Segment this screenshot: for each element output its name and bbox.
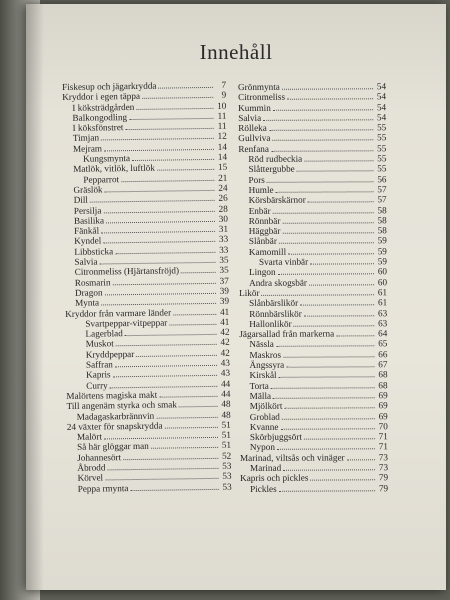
- toc-leader-dots: [304, 153, 373, 161]
- toc-entry-label: Slånbärslikör: [249, 297, 299, 309]
- toc-entry-page: 11: [217, 120, 227, 132]
- toc-entry-label: Torta: [249, 380, 269, 391]
- toc-entry: [239, 256, 387, 267]
- toc-entry-page: 21: [218, 172, 228, 183]
- toc-leader-dots: [282, 215, 373, 223]
- toc-entry-label: Fänkål: [74, 225, 100, 237]
- toc-entry-label: Gräslök: [73, 184, 103, 195]
- toc-entry-page: 61: [377, 297, 388, 308]
- toc-leader-dots: [169, 317, 216, 326]
- toc-leader-dots: [304, 308, 374, 316]
- toc-leader-dots: [286, 359, 374, 367]
- toc-entry-label: Rölleka: [238, 123, 267, 134]
- toc-entry-label: Skörbjuggsört: [249, 431, 302, 443]
- toc-entry-page: 26: [218, 192, 228, 204]
- toc-entry: [240, 452, 388, 463]
- toc-entry-label: I köksträdgården: [72, 101, 135, 113]
- toc-entry-page: 55: [377, 143, 387, 154]
- toc-entry-label: Fiskesup och jägarkrydda: [62, 80, 157, 92]
- toc-leader-dots: [283, 349, 374, 357]
- toc-leader-dots: [287, 92, 373, 100]
- toc-leader-dots: [106, 214, 215, 224]
- toc-entry-page: 54: [376, 112, 387, 123]
- toc-entry-label: Johannesört: [77, 451, 122, 463]
- toc-entry-label: Dragon: [74, 287, 103, 298]
- toc-leader-dots: [173, 306, 216, 315]
- toc-entry-label: Åbrodd: [77, 462, 106, 473]
- toc-entry: [240, 400, 388, 411]
- toc-entry-page: 43: [220, 357, 231, 368]
- toc-entry-label: Groblad: [249, 411, 280, 422]
- toc-entry-label: Marinad: [249, 462, 282, 473]
- toc-entry: [239, 349, 387, 360]
- toc-entry-page: 51: [221, 419, 231, 430]
- toc-entry-label: Slånbär: [248, 236, 277, 247]
- toc-entry-label: Svarta vinbär: [258, 256, 309, 267]
- toc-entry: [239, 267, 387, 278]
- toc-entry-label: Rönnbär: [248, 215, 281, 226]
- toc-entry-page: 68: [378, 379, 388, 390]
- toc-entry-page: 39: [219, 295, 230, 307]
- toc-entry: [240, 462, 388, 473]
- toc-entry-label: Peppa rmynta: [77, 482, 129, 494]
- toc-entry-page: 63: [378, 318, 388, 329]
- toc-entry-label: Kirskål: [249, 370, 277, 381]
- toc-entry-label: Kryddor från varmare länder: [65, 307, 172, 319]
- toc-entry-page: 70: [378, 421, 388, 432]
- toc-leader-dots: [136, 348, 217, 357]
- toc-entry-page: 31: [218, 223, 229, 234]
- toc-leader-dots: [107, 461, 218, 471]
- toc-entry-label: Basilika: [73, 215, 105, 226]
- toc-leader-dots: [310, 473, 375, 481]
- toc-entry-page: 71: [378, 441, 388, 452]
- toc-leader-dots: [136, 100, 213, 109]
- toc-entry-label: Mejram: [72, 143, 103, 154]
- toc-entry: [239, 184, 387, 195]
- toc-leader-dots: [267, 174, 374, 183]
- page-title: Innehåll: [199, 40, 273, 64]
- toc-leader-dots: [116, 337, 217, 346]
- toc-entry-label: Kryddpeppar: [85, 348, 135, 360]
- toc-leader-dots: [129, 111, 213, 120]
- toc-leader-dots: [308, 195, 374, 203]
- toc-leader-dots: [156, 409, 218, 418]
- toc-leader-dots: [279, 236, 374, 244]
- toc-entry-label: Pickles: [250, 483, 277, 494]
- toc-entry-page: 10: [217, 100, 227, 111]
- toc-entry-page: 54: [376, 81, 387, 92]
- toc-entry-page: 33: [218, 234, 229, 245]
- toc-leader-dots: [181, 265, 216, 273]
- toc-entry-page: 57: [377, 194, 387, 205]
- toc-leader-dots: [261, 287, 374, 296]
- toc-entry-page: 57: [377, 184, 387, 195]
- toc-leader-dots: [272, 133, 373, 142]
- toc-entry: [239, 225, 387, 236]
- toc-entry: [239, 359, 387, 370]
- toc-entry: [240, 390, 388, 401]
- toc-entry-page: 54: [376, 91, 387, 102]
- toc-leader-dots: [99, 255, 215, 265]
- toc-leader-dots: [123, 451, 218, 460]
- toc-entry: [239, 236, 387, 247]
- toc-entry-page: 79: [378, 482, 389, 493]
- toc-leader-dots: [164, 420, 217, 429]
- toc-entry-page: 48: [221, 409, 231, 420]
- toc-leader-dots: [271, 143, 373, 152]
- toc-leader-dots: [110, 378, 218, 388]
- toc-entry-label: Salvia: [74, 256, 98, 267]
- toc-left-column: [62, 80, 232, 494]
- toc-entry: [239, 339, 387, 350]
- toc-entry-page: 55: [377, 163, 387, 174]
- toc-entry-label: Persilja: [73, 205, 102, 216]
- toc-entry-label: Hallonlikör: [249, 318, 292, 329]
- toc-entry: [238, 81, 386, 92]
- toc-entry: [239, 246, 387, 257]
- toc-entry-label: Enbär: [248, 205, 271, 216]
- toc-entry-page: 69: [378, 400, 388, 411]
- toc-entry-label: Kvanne: [249, 421, 279, 432]
- toc-entry-page: 42: [220, 347, 230, 358]
- toc-entry: [239, 287, 387, 298]
- toc-entry-page: 58: [377, 204, 387, 215]
- toc-leader-dots: [115, 245, 215, 254]
- toc-entry-page: 30: [218, 213, 228, 224]
- toc-entry-page: 14: [217, 141, 227, 152]
- toc-entry-label: Marinad, viltsås och vinäger: [239, 452, 345, 463]
- toc-entry: [238, 92, 386, 103]
- toc-entry-label: Andra skogsbär: [249, 277, 307, 288]
- toc-leader-dots: [294, 318, 375, 326]
- toc-leader-dots: [115, 358, 217, 367]
- toc-entry-label: Så här glöggar man: [77, 441, 149, 453]
- toc-entry-page: 56: [377, 173, 387, 184]
- toc-entry-label: 24 växter för snapskrydda: [66, 420, 163, 432]
- toc-entry-label: Mjölkört: [249, 400, 283, 412]
- toc-entry: [239, 205, 387, 216]
- toc-entry: [238, 122, 386, 133]
- toc-entry: [68, 481, 232, 494]
- toc-entry-page: 44: [221, 388, 231, 399]
- toc-entry-label: Svartpeppar-vitpeppar: [85, 317, 168, 329]
- toc-entry-page: 35: [219, 265, 229, 276]
- toc-entry-label: Renfana: [238, 143, 269, 154]
- toc-entry-label: Körsbärskärnor: [248, 194, 306, 206]
- toc-entry-page: 69: [378, 410, 388, 421]
- toc-entry-page: 28: [218, 203, 228, 214]
- toc-leader-dots: [132, 152, 214, 161]
- toc-leader-dots: [142, 90, 213, 99]
- toc-entry-page: 39: [219, 285, 229, 296]
- toc-entry-label: Muskot: [85, 338, 114, 350]
- toc-entry-label: Citronmeliss (Hjärtansfröjd): [74, 265, 180, 278]
- toc-leader-dots: [112, 276, 215, 285]
- toc-leader-dots: [104, 142, 214, 152]
- toc-leader-dots: [347, 452, 375, 460]
- toc-entry: [240, 473, 388, 484]
- book-page: [26, 4, 446, 590]
- toc-entry-label: Saffran: [85, 359, 113, 370]
- toc-leader-dots: [273, 102, 373, 111]
- toc-entry-page: 14: [217, 151, 228, 162]
- toc-entry-page: 37: [219, 275, 229, 286]
- toc-entry-page: 79: [378, 472, 389, 483]
- toc-entry-page: 63: [377, 307, 388, 318]
- toc-entry-page: 73: [378, 462, 389, 473]
- toc-entry-page: 55: [377, 122, 387, 133]
- toc-entry-label: Maskros: [249, 349, 282, 360]
- toc-leader-dots: [101, 296, 216, 306]
- toc-entry: [240, 421, 388, 432]
- toc-entry: [238, 143, 386, 154]
- toc-entry-page: 71: [378, 431, 388, 442]
- toc-entry-page: 24: [218, 182, 228, 193]
- toc-leader-dots: [104, 286, 216, 296]
- toc-entry-label: Kummin: [238, 102, 271, 113]
- toc-leader-dots: [279, 370, 375, 379]
- toc-entry: [238, 133, 386, 144]
- toc-entry-label: Malörtens magiska makt: [66, 389, 158, 401]
- toc-entry-label: Salvia: [238, 112, 262, 123]
- toc-entry-page: 7: [221, 79, 227, 90]
- toc-entry-label: Kryddor i egen täppa: [62, 91, 141, 103]
- toc-entry-label: Matlök, vitlök, luftlök: [73, 163, 155, 175]
- toc-entry-label: Lingon: [248, 267, 276, 278]
- toc-leader-dots: [276, 339, 375, 348]
- toc-leader-dots: [277, 442, 375, 451]
- toc-leader-dots: [159, 389, 217, 398]
- toc-entry: [238, 112, 386, 123]
- toc-entry-page: 54: [376, 101, 387, 112]
- toc-leader-dots: [282, 225, 373, 233]
- toc-leader-dots: [300, 298, 374, 306]
- toc-leader-dots: [278, 267, 374, 276]
- toc-leader-dots: [280, 421, 374, 429]
- toc-entry-page: 48: [221, 398, 231, 410]
- toc-entry-label: Gullviva: [238, 133, 271, 144]
- toc-entry-page: 55: [377, 153, 387, 164]
- toc-entry-label: Humle: [248, 184, 274, 195]
- toc-entry-page: 55: [377, 132, 387, 143]
- toc-entry-label: Balkongodling: [72, 111, 128, 123]
- toc-entry-page: 12: [217, 131, 227, 142]
- toc-entry-page: 35: [219, 254, 229, 265]
- toc-leader-dots: [282, 81, 373, 89]
- toc-entry: [238, 164, 386, 175]
- toc-leader-dots: [271, 380, 375, 389]
- toc-leader-dots: [297, 164, 374, 172]
- toc-entry: [240, 483, 388, 494]
- toc-entry: [239, 318, 387, 329]
- toc-leader-dots: [104, 430, 218, 440]
- toc-leader-dots: [157, 162, 214, 171]
- toc-leader-dots: [282, 411, 375, 419]
- toc-leader-dots: [158, 80, 213, 89]
- toc-entry: [240, 411, 388, 422]
- toc-leader-dots: [101, 131, 214, 141]
- toc-entry-page: 59: [377, 235, 387, 246]
- toc-entry: [239, 297, 387, 308]
- toc-entry-label: Kapris: [86, 369, 111, 381]
- toc-entry-label: Jägarsallad från markerna: [239, 328, 335, 340]
- toc-entry-label: Malört: [76, 431, 103, 442]
- toc-entry-label: Röd rudbeckia: [248, 153, 303, 165]
- toc-entry-page: 58: [377, 215, 387, 226]
- toc-leader-dots: [103, 203, 215, 213]
- toc-entry-page: 9: [221, 90, 227, 101]
- toc-entry-page: 41: [219, 306, 230, 317]
- toc-entry-page: 53: [222, 470, 232, 482]
- toc-leader-dots: [304, 431, 375, 439]
- toc-entry-page: 43: [220, 367, 231, 379]
- toc-entry-page: 44: [220, 378, 231, 389]
- toc-entry-page: 42: [220, 326, 230, 337]
- toc-entry: [240, 370, 388, 381]
- toc-leader-dots: [179, 399, 218, 408]
- toc-leader-dots: [336, 328, 374, 336]
- toc-leader-dots: [151, 440, 218, 449]
- toc-entry-label: Nässla: [249, 339, 274, 350]
- toc-leader-dots: [276, 184, 374, 193]
- toc-entry: [240, 380, 388, 391]
- toc-entry-label: Curry: [86, 380, 108, 391]
- toc-leader-dots: [90, 193, 215, 203]
- toc-leader-dots: [125, 327, 217, 336]
- toc-entry-page: 65: [378, 338, 388, 349]
- toc-entry: [238, 102, 386, 113]
- toc-entry-page: 68: [378, 369, 388, 380]
- toc-entry: [239, 277, 387, 288]
- toc-entry: [238, 153, 386, 164]
- toc-right-column: [238, 81, 388, 494]
- toc-entry-label: Mälla: [249, 390, 272, 401]
- toc-entry-page: 73: [378, 451, 388, 462]
- toc-entry-label: Nypon: [249, 442, 275, 453]
- toc-entry-label: Pepparrot: [83, 173, 120, 185]
- toc-entry: [239, 328, 387, 339]
- toc-entry-page: 15: [217, 162, 228, 173]
- toc-entry-label: Kungsmynta: [83, 153, 131, 164]
- toc-entry-label: Slåttergubbe: [248, 164, 295, 175]
- toc-leader-dots: [288, 246, 374, 254]
- toc-entry-label: Kapris och pickles: [240, 472, 309, 484]
- toc-entry-page: 53: [222, 460, 232, 471]
- toc-leader-dots: [103, 234, 215, 244]
- toc-entry-label: Pors: [248, 174, 265, 185]
- toc-entry: [240, 431, 388, 442]
- toc-leader-dots: [269, 122, 373, 131]
- toc-entry: [239, 194, 387, 205]
- toc-leader-dots: [263, 112, 373, 121]
- toc-entry-page: 41: [220, 316, 230, 327]
- toc-leader-dots: [121, 173, 214, 182]
- toc-entry-label: Grönmynta: [238, 81, 280, 92]
- toc-entry-page: 51: [221, 429, 232, 440]
- toc-entry-label: Kyndel: [74, 235, 102, 247]
- toc-entry-page: 51: [221, 440, 232, 451]
- toc-entry-label: Mynta: [75, 297, 100, 309]
- toc-leader-dots: [283, 462, 375, 470]
- toc-leader-dots: [113, 368, 218, 377]
- toc-entry-page: 60: [377, 266, 388, 277]
- toc-entry-page: 42: [220, 337, 230, 348]
- toc-entry: [240, 442, 388, 453]
- toc-entry-label: Dill: [73, 194, 89, 206]
- toc-entry-label: Kamomill: [248, 246, 287, 257]
- toc-entry: [239, 308, 387, 319]
- toc-leader-dots: [105, 183, 215, 193]
- toc-entry-label: Häggbär: [248, 225, 281, 237]
- toc-entry-page: 60: [377, 276, 388, 287]
- toc-entry-label: Likör: [239, 287, 260, 298]
- toc-entry-label: Timjan: [72, 132, 100, 144]
- toc-entry: [238, 174, 386, 185]
- toc-leader-dots: [273, 390, 375, 399]
- toc-leader-dots: [125, 121, 213, 130]
- toc-entry-label: Körvel: [77, 472, 104, 484]
- toc-entry-page: 66: [378, 348, 388, 359]
- toc-entry-page: 11: [217, 110, 227, 121]
- toc-entry-label: Lagerblad: [85, 328, 123, 339]
- toc-entry-page: 33: [219, 244, 229, 255]
- toc-entry-page: 52: [221, 450, 232, 461]
- toc-leader-dots: [130, 481, 218, 490]
- toc-leader-dots: [105, 471, 219, 481]
- toc-entry-page: 61: [377, 287, 388, 298]
- toc-leader-dots: [284, 400, 374, 408]
- toc-entry-page: 69: [378, 390, 388, 401]
- toc-entry-label: Rönnbärslikör: [249, 308, 302, 319]
- toc-leader-dots: [273, 205, 374, 214]
- toc-entry-page: 64: [378, 328, 388, 339]
- toc-leader-dots: [310, 256, 374, 264]
- toc-entry-page: 53: [222, 481, 232, 492]
- toc-entry: [239, 215, 387, 226]
- toc-entry-page: 58: [377, 225, 387, 236]
- toc-leader-dots: [101, 224, 215, 234]
- toc-entry-page: 59: [377, 256, 387, 267]
- toc-entry-label: Madagaskarbrännvin: [76, 410, 155, 422]
- toc-entry-page: 59: [377, 245, 387, 257]
- toc-leader-dots: [309, 277, 374, 285]
- toc-leader-dots: [279, 483, 375, 492]
- toc-entry-label: I köksfönstret: [72, 122, 124, 134]
- toc-entry-label: Libbsticka: [74, 246, 114, 257]
- toc-entry-label: Ängssyra: [249, 359, 285, 370]
- toc-entry-label: Till angenäm styrka och smak: [66, 399, 178, 412]
- toc-entry-page: 67: [378, 359, 388, 370]
- toc-entry-label: Citronmeliss: [238, 92, 286, 103]
- toc-entry-label: Rosmarin: [74, 276, 111, 288]
